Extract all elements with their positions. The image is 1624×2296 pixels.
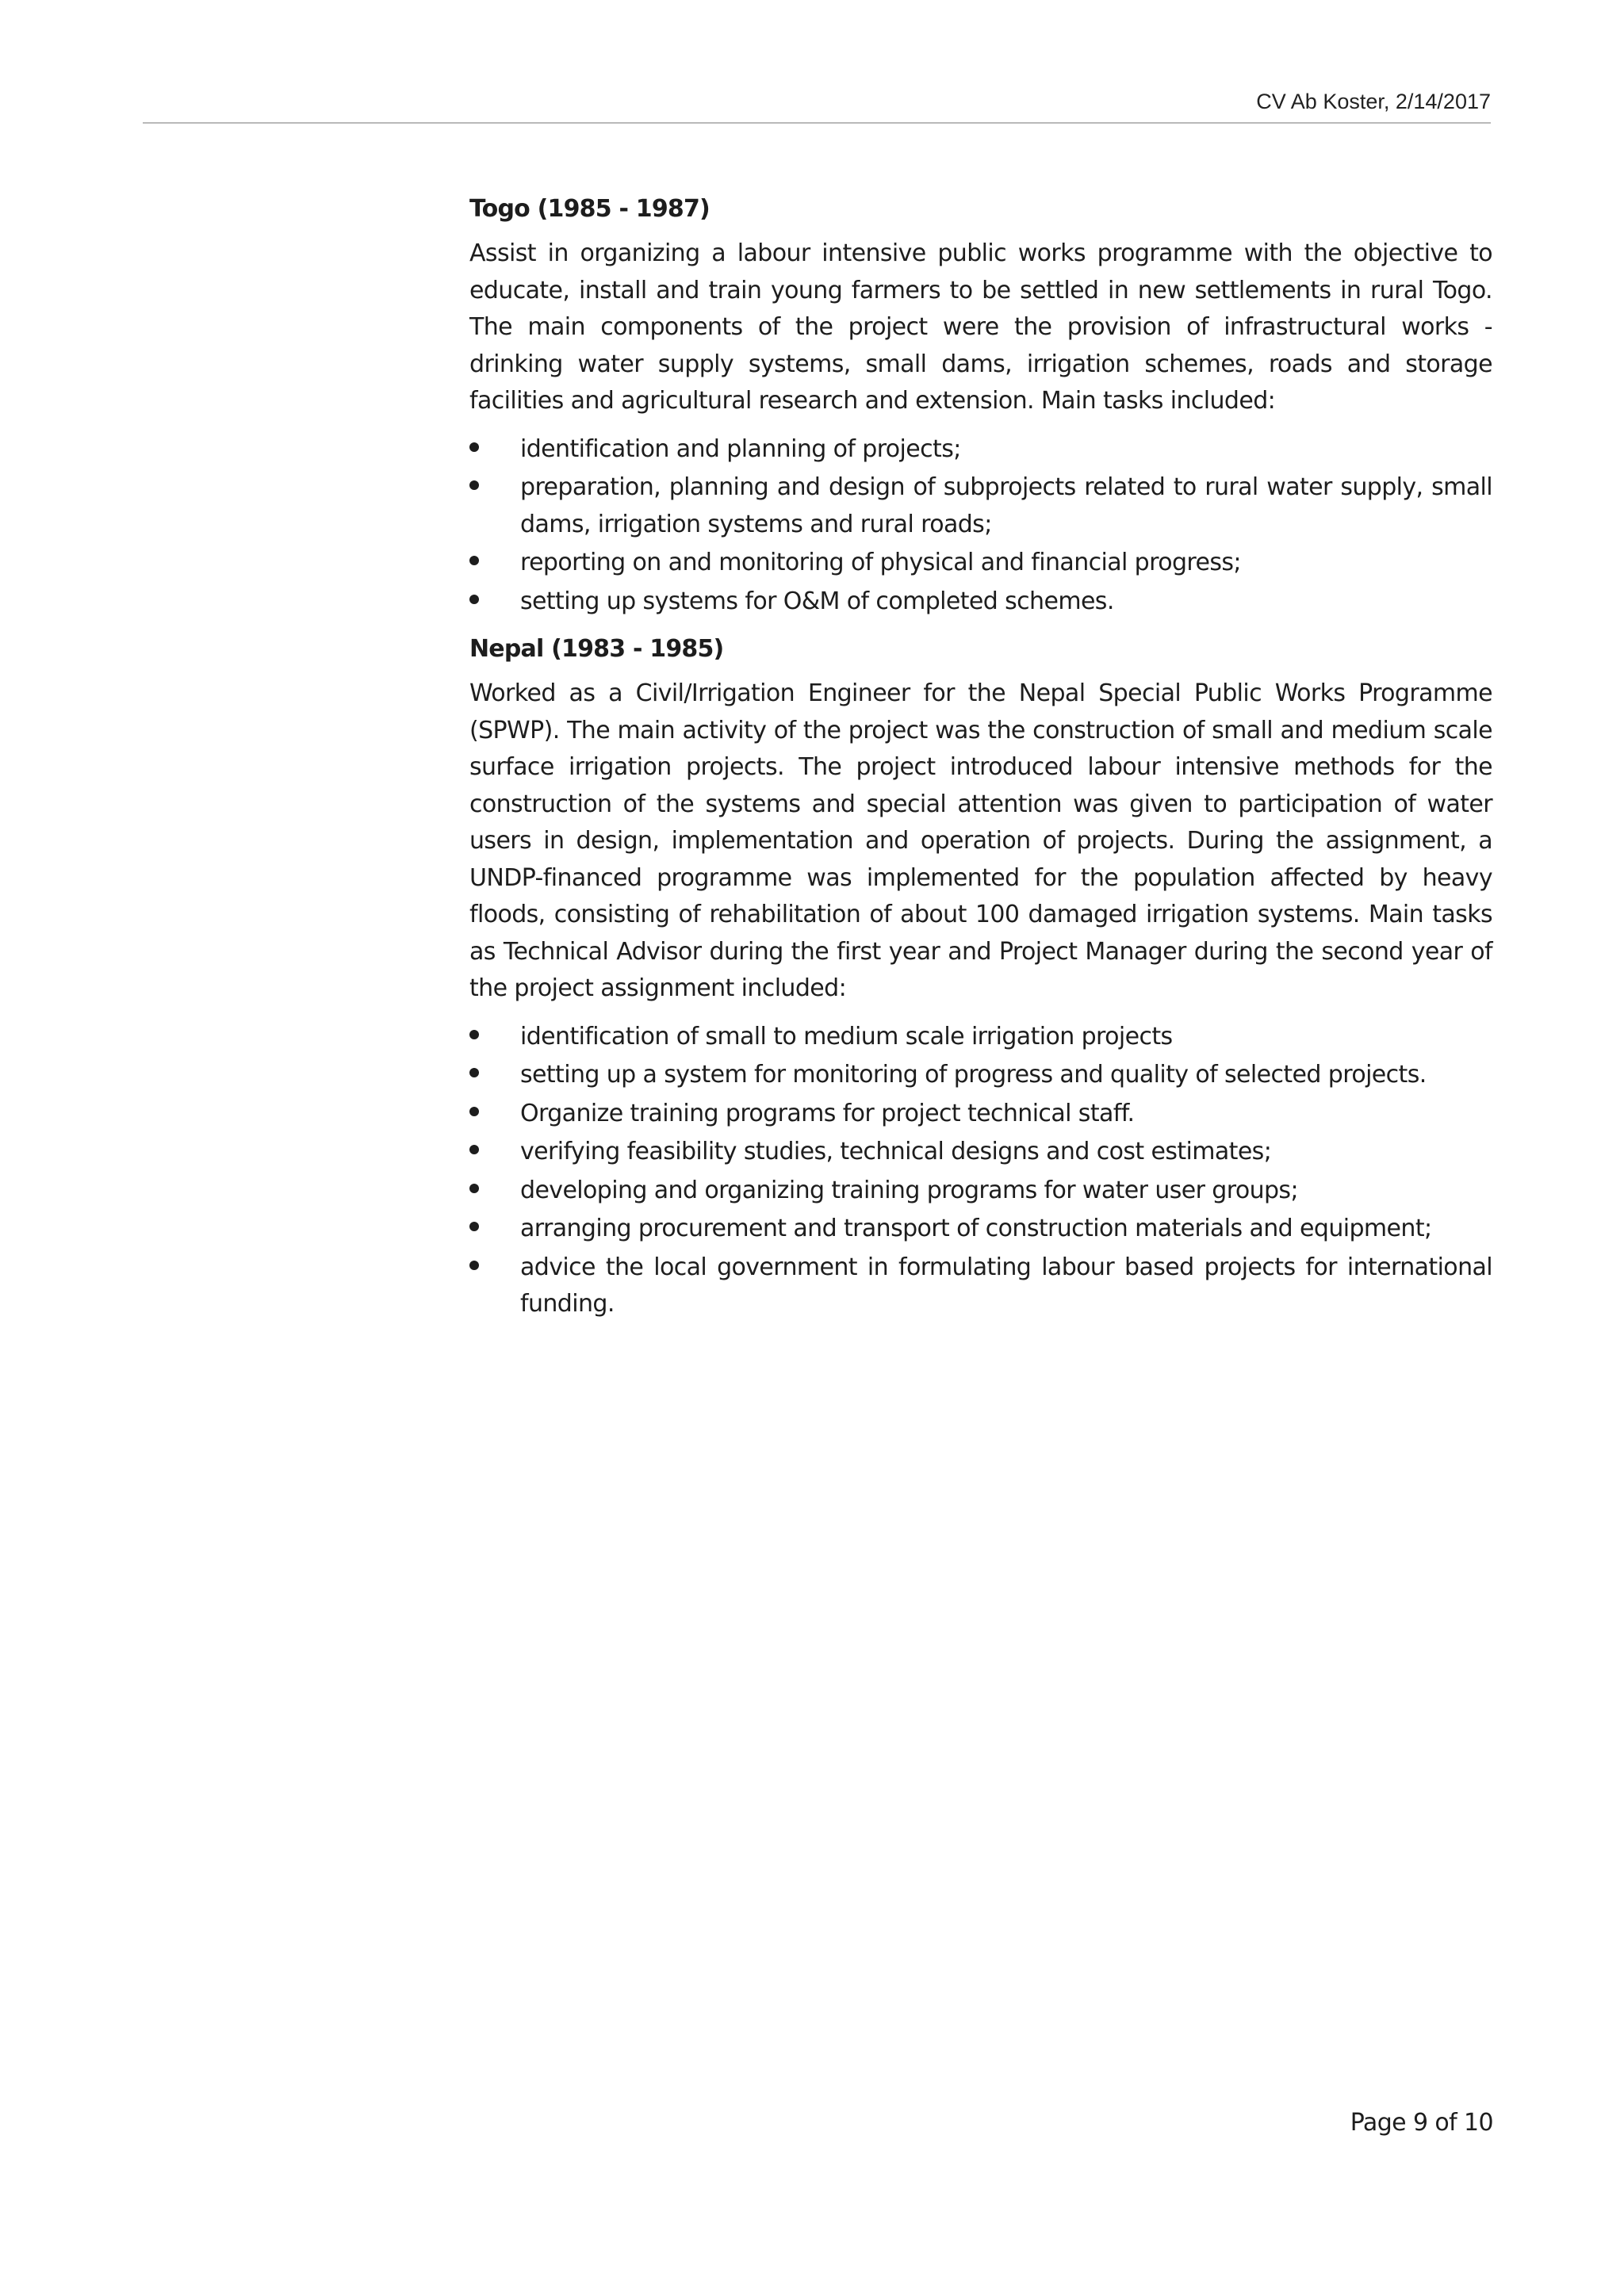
list-item — [469, 1211, 1492, 1248]
bullet-icon — [469, 480, 479, 490]
list-item — [469, 1134, 1492, 1171]
list-item-text: reporting on and monitoring of physical and financial progress; — [520, 549, 1241, 576]
bullet-icon — [469, 1145, 479, 1154]
bullet-icon — [469, 595, 479, 604]
list-item — [469, 1173, 1492, 1210]
section-nepal — [469, 631, 1492, 1323]
list-item — [469, 1249, 1492, 1323]
list-item — [469, 431, 1492, 469]
list-item-text: identification of small to medium scale irrigation projects — [520, 1022, 1173, 1050]
list-item-text: developing and organizing training programs for water user groups; — [520, 1176, 1298, 1204]
bullet-icon — [469, 1222, 479, 1231]
list-item — [469, 469, 1492, 543]
bullet-icon — [469, 1030, 479, 1039]
list-item-text: setting up systems for O&M of completed schemes. — [520, 587, 1114, 615]
list-item-text: arranging procurement and transport of construction materials and equipment; — [520, 1215, 1432, 1242]
bullet-icon — [469, 1107, 479, 1116]
list-item-text: identification and planning of projects; — [520, 434, 961, 463]
list-item — [469, 545, 1492, 582]
bullet-list — [469, 431, 1492, 621]
header-text: CV Ab Koster, 2/14/2017 — [1256, 90, 1491, 113]
list-item — [469, 1096, 1492, 1133]
list-item-text: preparation, planning and design of subprojects related to rural water supply, small dams, irrigation systems and rural roads; — [520, 473, 1492, 538]
list-item — [469, 1019, 1492, 1056]
page-header — [143, 89, 1491, 124]
bullet-icon — [469, 1184, 479, 1193]
section-togo — [469, 191, 1492, 620]
bullet-icon — [469, 556, 479, 565]
list-item-text: advice the local government in formulating labour based projects for international funding. — [520, 1253, 1492, 1318]
bullet-icon — [469, 1068, 479, 1077]
bullet-list — [469, 1019, 1492, 1323]
list-item-text: Organize training programs for project technical staff. — [520, 1099, 1135, 1127]
bullet-icon — [469, 442, 479, 452]
list-item-text: verifying feasibility studies, technical designs and cost estimates; — [520, 1138, 1272, 1165]
list-item-text: setting up a system for monitoring of progress and quality of selected projects. — [520, 1061, 1427, 1089]
document-body — [469, 191, 1492, 1334]
section-heading: Togo (1985 - 1987) — [469, 195, 710, 223]
section-paragraph: Worked as a Civil/Irrigation Engineer for the Nepal Special Public Works Programme (SPWP). The main activity of the project was the construction of small and medium scale surface irrigation projects. The project introduced labour intensive methods for the construction of the systems and special attention was given to participation of water users in design, implementation and operation of projects. During the assignment, a UNDP-financed programme was implemented for the population affected by heavy floods, consisting of rehabilitation of about 100 damaged irrigation systems. Main tasks as Technical Advisor during the first year and Project Manager during the second year of the project assignment included: — [469, 679, 1492, 1002]
page-number: Page 9 of 10 — [1350, 2109, 1493, 2137]
list-item — [469, 1057, 1492, 1094]
list-item — [469, 584, 1492, 621]
section-heading: Nepal (1983 - 1985) — [469, 635, 724, 663]
bullet-icon — [469, 1261, 479, 1270]
section-paragraph: Assist in organizing a labour intensive public works programme with the objective to educate, install and train young farmers to be settled in new settlements in rural Togo. The main components of the project were the provision of infrastructural works - drinking water supply systems, small dams, irrigation schemes, roads and storage facilities and agricultural research and extension. Main tasks included: — [469, 239, 1492, 415]
